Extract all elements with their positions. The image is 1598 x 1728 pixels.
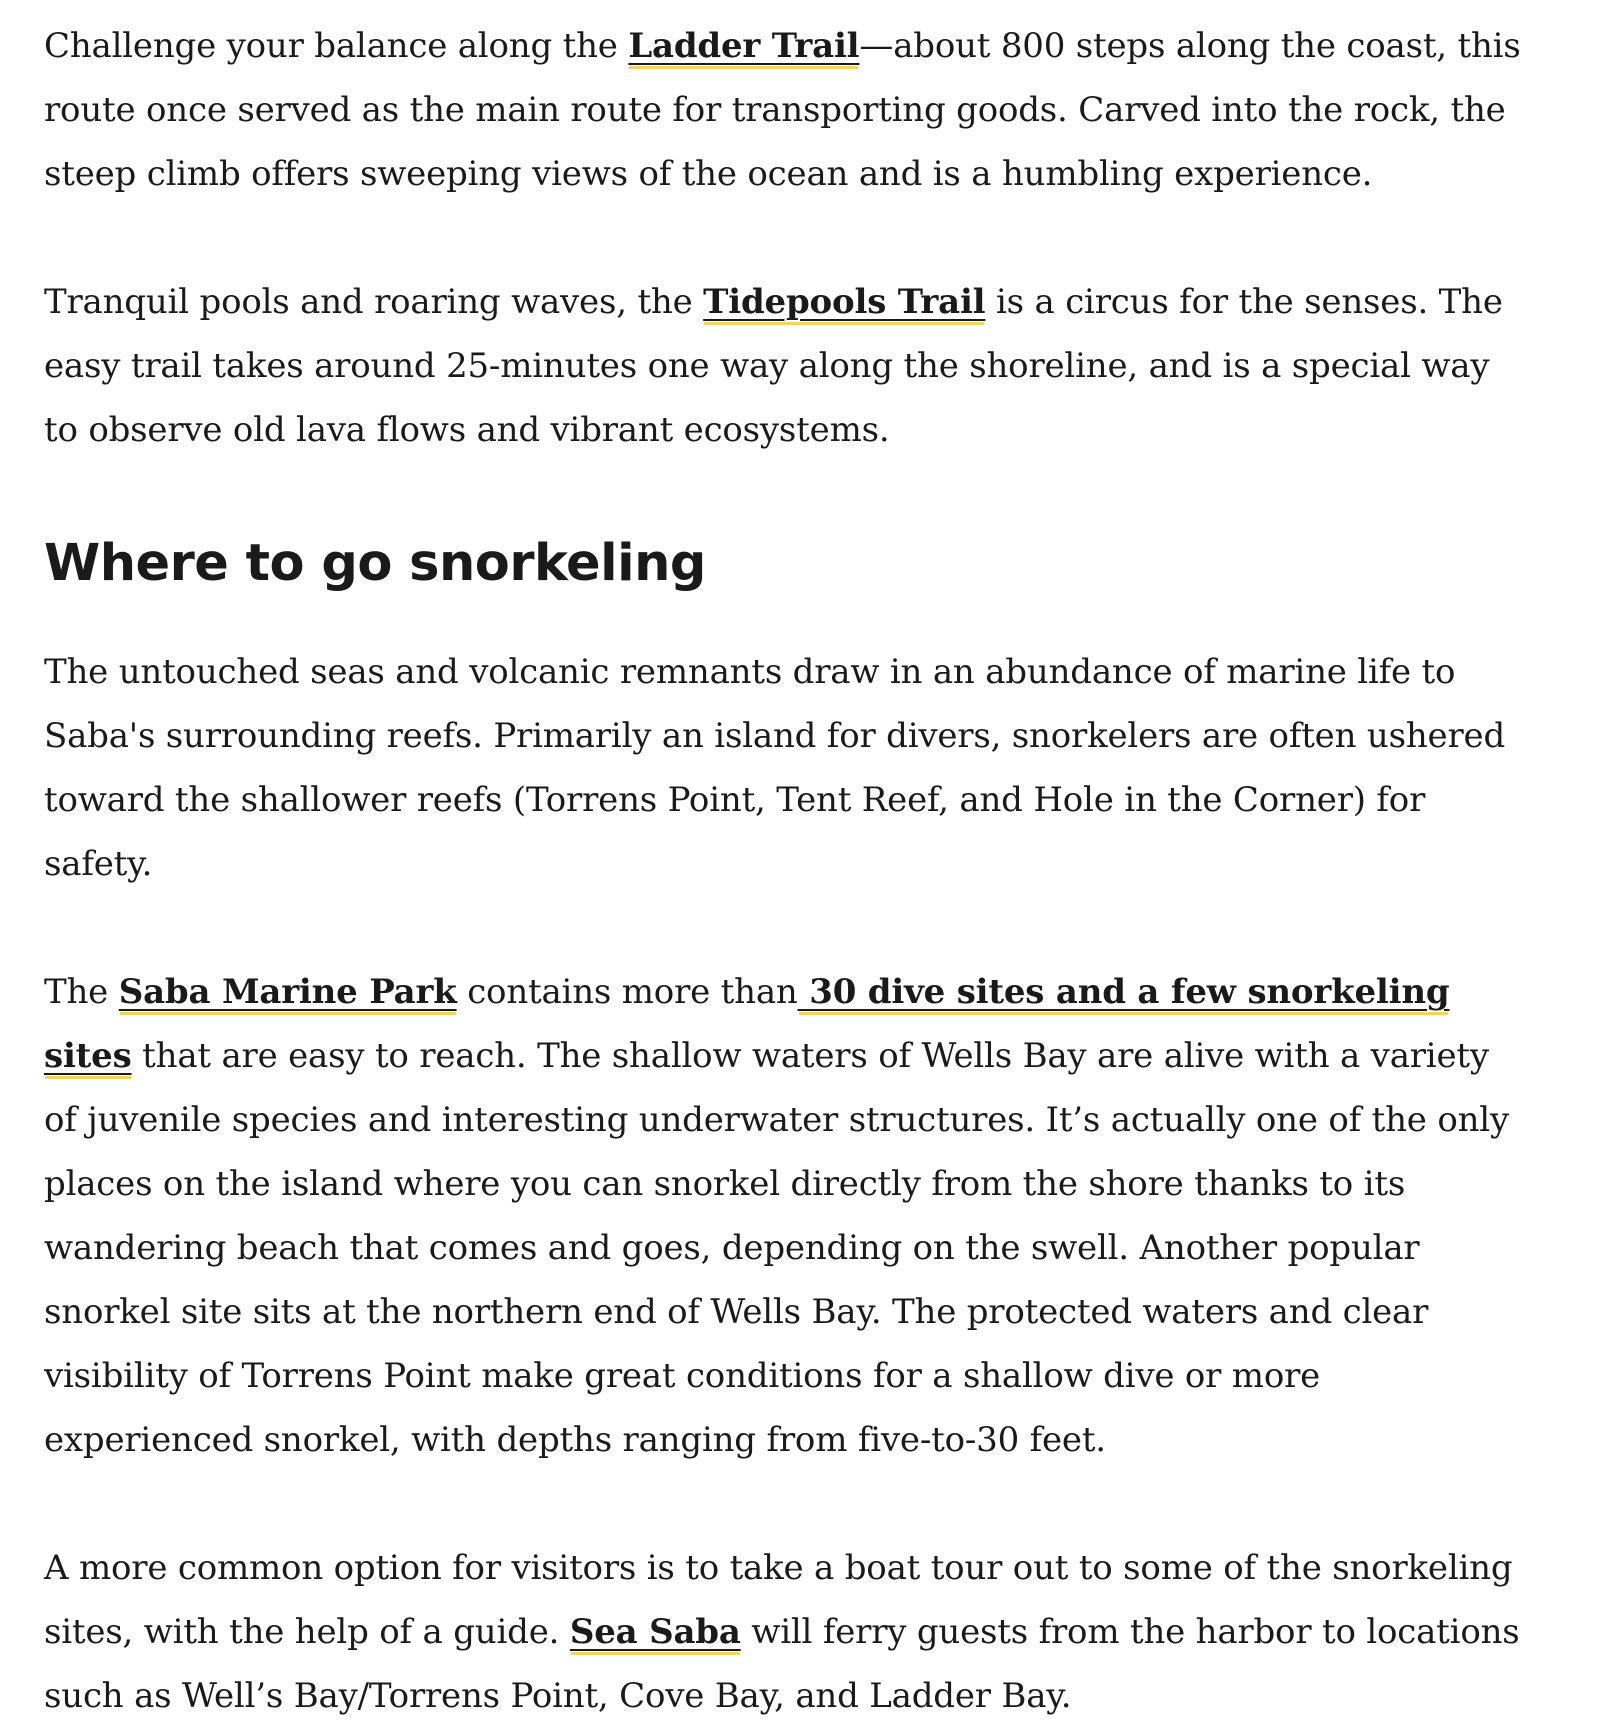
paragraph-text: is a circus for the senses. The easy trail takes around 25-minutes one way along the shoreline, and is a special way to observe old lava flows and vibrant ecosystems.	[44, 282, 1503, 450]
ladder-trail-link[interactable]: Ladder Trail	[628, 26, 860, 66]
paragraph-text: contains more than	[456, 972, 798, 1012]
paragraph-snorkeling-intro: The untouched seas and volcanic remnants draw in an abundance of marine life to Saba's surrounding reefs. Primarily an island for divers, snorkelers are often ushered toward the shallower reefs (Torrens Point, Tent Reef, and Hole in the Corner) for safety.	[44, 652, 1506, 884]
paragraph-tidepools-trail	[44, 270, 1524, 462]
paragraph-text: Challenge your balance along the	[44, 26, 629, 66]
dive-sites-link[interactable]: 30 dive sites and a few snorkeling sites	[44, 972, 1450, 1076]
paragraph-text: —about 800 steps along the coast, this route once served as the main route for transporting goods. Carved into the rock, the steep climb offers sweeping views of the ocean and is a humbling experience.	[44, 26, 1521, 194]
paragraph-text: will ferry guests from the harbor to locations such as Well’s Bay/Torrens Point, Cove Bay, and Ladder Bay.	[44, 1612, 1520, 1716]
paragraph-text: The	[44, 972, 119, 1012]
saba-marine-park-link[interactable]: Saba Marine Park	[118, 972, 457, 1012]
paragraph-text: Tranquil pools and roaring waves, the	[44, 282, 704, 322]
paragraph-text: that are easy to reach. The shallow waters of Wells Bay are alive with a variety of juvenile species and interesting underwater structures. It’s actually one of the only places on the island where you can snorkel directly from the shore thanks to its wandering beach that comes and goes, depending on the swell. Another popular snorkel site sits at the northern end of Wells Bay. The protected waters and clear visibility of Torrens Point make great conditions for a shallow dive or more experienced snorkel, with depths ranging from five-to-30 feet.	[44, 1036, 1509, 1460]
paragraph-marine-park	[44, 960, 1524, 1472]
tidepools-trail-link[interactable]: Tidepools Trail	[703, 282, 986, 322]
article-body	[44, 0, 1524, 1728]
sea-saba-link[interactable]: Sea Saba	[569, 1612, 741, 1652]
paragraph-text: A more common option for visitors is to take a boat tour out to some of the snorkeling sites, with the help of a guide.	[44, 1548, 1513, 1652]
paragraph-boat-tour	[44, 1536, 1524, 1728]
section-heading-snorkeling: Where to go snorkeling	[44, 534, 706, 593]
paragraph-ladder-trail	[44, 14, 1524, 206]
